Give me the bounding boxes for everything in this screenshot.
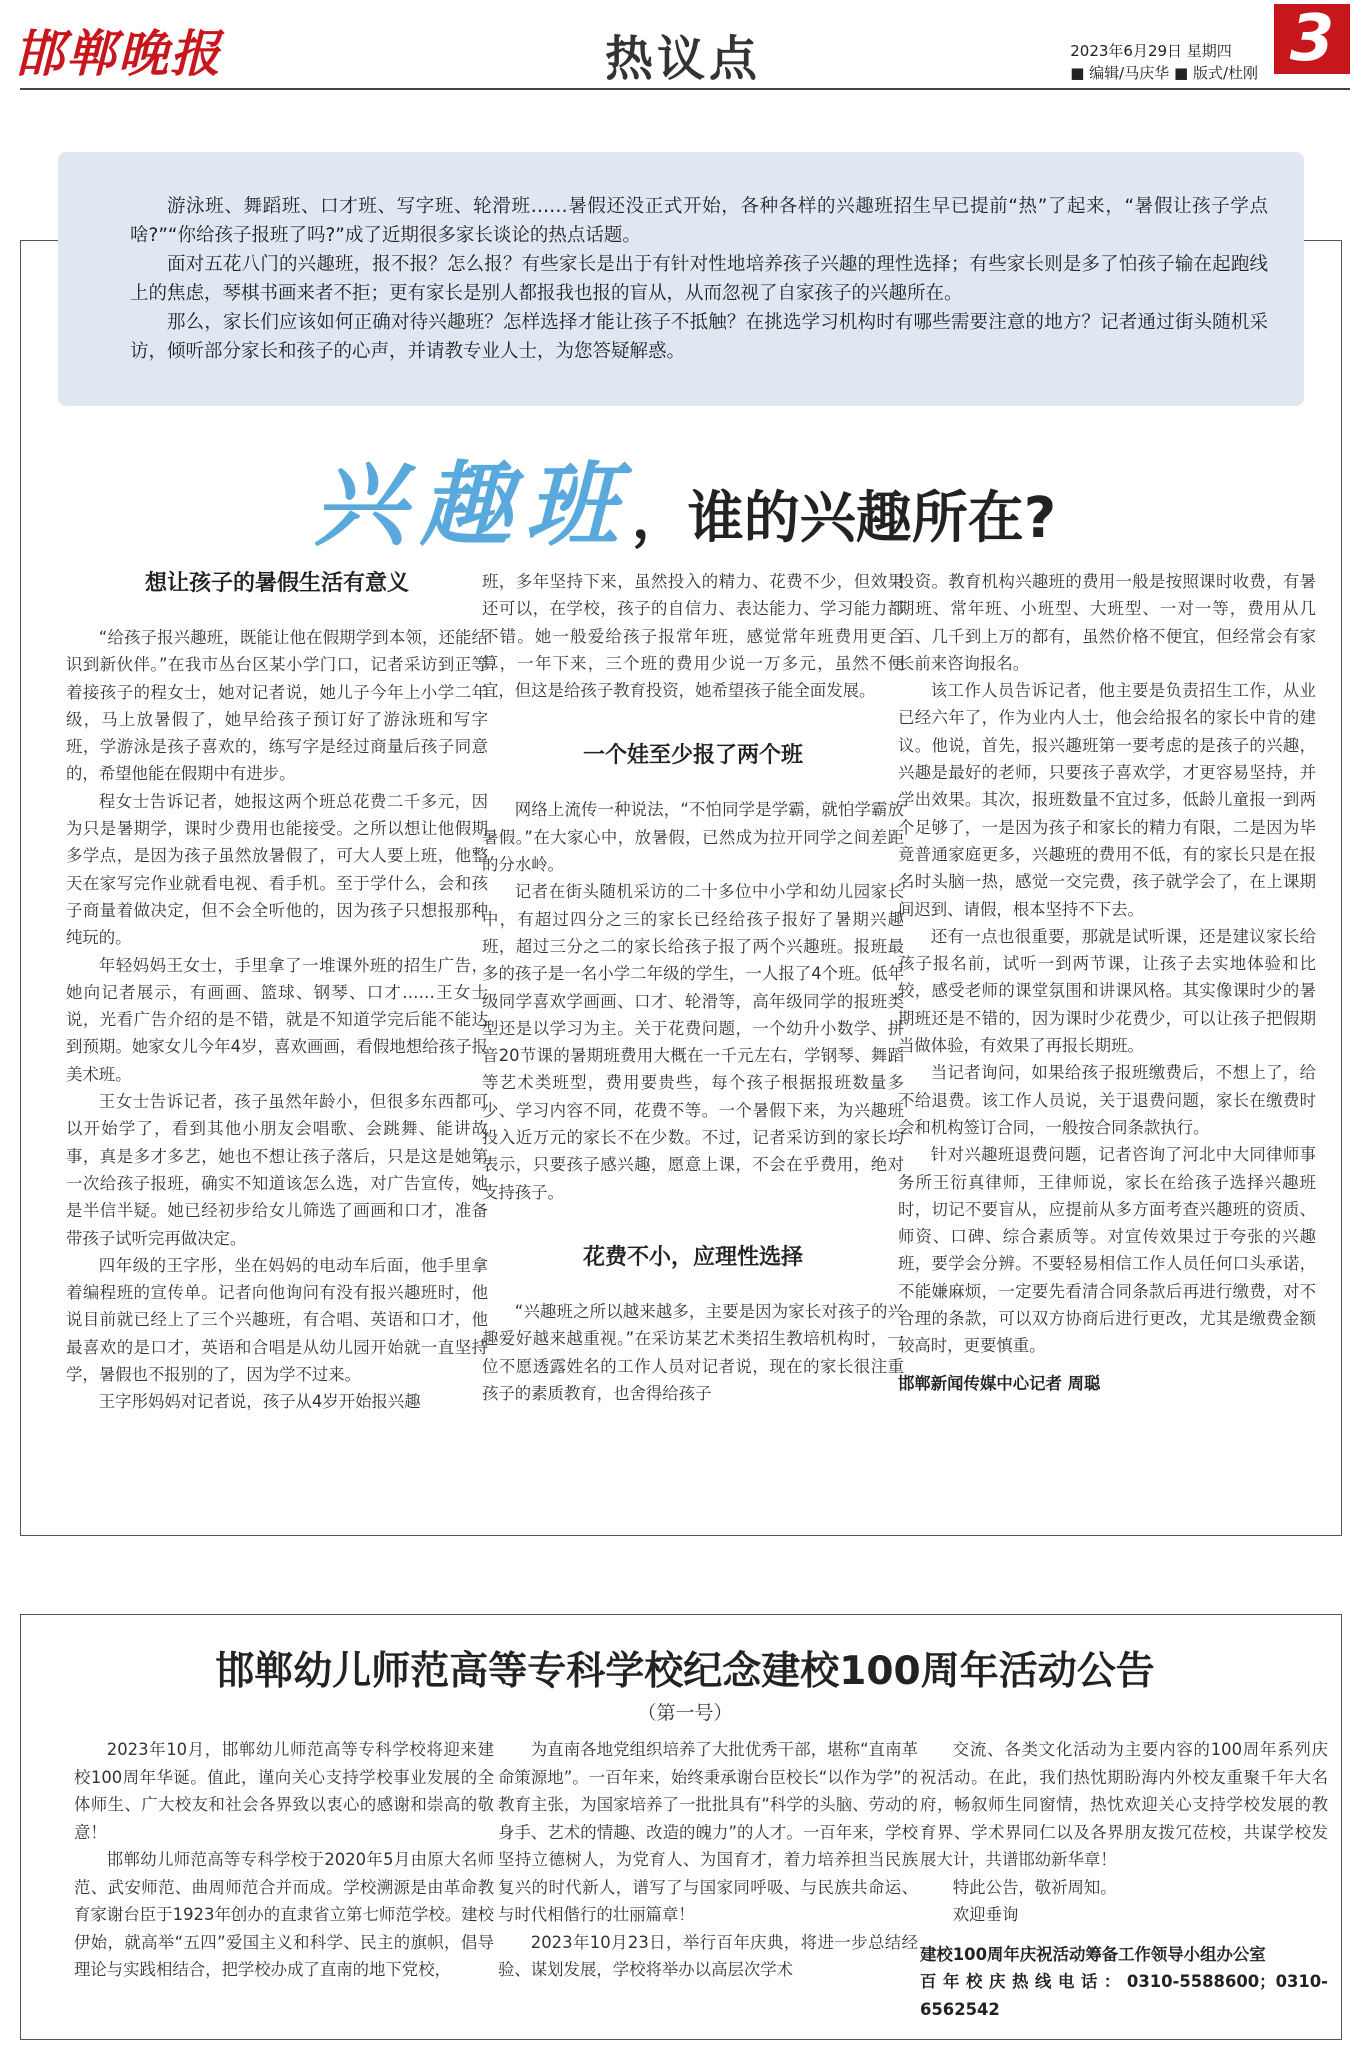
paragraph: 程女士告诉记者，她报这两个班总花费二千多元，因为只是暑期学，课时少费用也能接受。之所以想让他假期多学点，是因为孩子虽然放暑假了，可大人要上班，他整天在家写完作业就看电视、看手机。至于学什么，会和孩子商量着做决定，但不会全听他的，因为孩子只想报那种纯玩的。 bbox=[66, 791, 488, 948]
paragraph: 2023年10月23日，举行百年庆典，将进一步总结经验、谋划发展，学校将举办以高层次学术 bbox=[498, 1932, 918, 1979]
paragraph: “给孩子报兴趣班，既能让他在假期学到本领，还能结识到新伙伴。”在我市丛台区某小学门口，记者采访到正等着接孩子的程女士，她对记者说，她儿子今年上小学二年级，马上放暑假了，她早给孩子预订好了游泳班和写字班，学游泳是孩子喜欢的，练写字是经过商量后孩子同意的，希望他能在假期中有进步。 bbox=[66, 628, 488, 784]
issue-date: 2023年6月29日 星期四 bbox=[1070, 42, 1232, 60]
byline: 邯郸新闻传媒中心记者 周聪 bbox=[898, 1373, 1101, 1393]
paragraph: 邯郸幼儿师范高等专科学校于2020年5月由原大名师范、武安师范、曲周师范合并而成。学校溯源是由革命教育家谢台臣于1923年创办的直隶省立第七师范学校。建校伊始，就高举“五四”爱国主义和科学、民主的旗帜，倡导理论与实践相结合，把学校办成了直南的地下党校， bbox=[74, 1850, 494, 1979]
headline-keyword: 兴趣班 bbox=[313, 451, 632, 559]
paragraph: 网络上流传一种说法，“不怕同学是学霸，就怕学霸放暑假。”在大家心中，放暑假，已然成为拉开同学之间差距的分水岭。 bbox=[482, 800, 904, 875]
notice-subtitle: （第一号） bbox=[637, 1702, 733, 1724]
paragraph: 还有一点也很重要，那就是试听课，还是建议家长给孩子报名前，试听一到两节课，让孩子去实地体验和比较，感受老师的课堂氛围和讲课风格。其实像课时少的暑期班还是不错的，因为课时少花费少，可以让孩子把假期当做体验，有效果了再报长期班。 bbox=[898, 926, 1316, 1056]
paragraph: 为直南各地党组织培养了大批优秀干部，堪称“直南革命策源地”。一百年来，始终秉承谢台臣校长“以作为学”的教育主张，为国家培养了一批批具有“科学的头脑、劳动的身手、艺术的情趣、改造的魄力”的人才。一百年来，学校坚持立德树人，为党育人、为国育才，着力培养担当民族复兴的时代新人，谱写了与国家同呼吸、与民族共命运、与时代相偕行的壮丽篇章！ bbox=[498, 1740, 918, 1924]
notice-title: 邯郸幼儿师范高等专科学校纪念建校100周年活动公告 bbox=[215, 1649, 1155, 1694]
paragraph: 交流、各类文化活动为主要内容的100周年系列庆祝活动。在此，我们热忱期盼海内外校友重聚千年大名府，畅叙师生同窗情，热忱欢迎关心支持学校发展的教育界、学术界同仁以及各界朋友拨冗莅校，共谋学校发展大计，共谱邯幼新华章！ bbox=[920, 1740, 1328, 1869]
notice-column-2 bbox=[498, 1736, 918, 1984]
article-headline bbox=[0, 432, 1370, 559]
paragraph: 记者在街头随机采访的二十多位中小学和幼儿园家长中，有超过四分之三的家长已经给孩子报好了暑期兴趣班，超过三分之二的家长给孩子报了两个兴趣班。报班最多的孩子是一名小学二年级的学生，一人报了4个班。低年级同学喜欢学画画、口才、轮滑等，高年级同学的报班类型还是以学习为主。关于花费问题，一个幼升小数学、拼音20节课的暑期班费用大概在一千元左右，学钢琴、舞蹈等艺术类班型，费用要贵些，每个孩子根据报班数量多少、学习内容不同，花费不等。一个暑假下来，为兴趣班投入近万元的家长不在少数。不过，记者采访到的家长均表示，只要孩子感兴趣，愿意上课，不会在乎费用，绝对支持孩子。 bbox=[482, 882, 904, 1202]
article-column-1 bbox=[66, 568, 488, 1416]
paragraph: 当记者询问，如果给孩子报班缴费后，不想上了，给不给退费。该工作人员说，关于退费问题，家长在缴费时会和机构签订合同，一般按合同条款执行。 bbox=[898, 1063, 1316, 1137]
masthead-rule bbox=[20, 88, 1350, 90]
paragraph: 投资。教育机构兴趣班的费用一般是按照课时收费，有暑期班、常年班、小班型、大班型、一对一等，费用从几百、几千到上万的都有，虽然价格不便宜，但经常会有家长前来咨询报名。 bbox=[898, 572, 1316, 673]
headline-question: ，谁的兴趣所在? bbox=[631, 486, 1057, 551]
article-column-3 bbox=[898, 568, 1316, 1397]
paragraph: 2023年10月，邯郸幼儿师范高等专科学校将迎来建校100周年华诞。值此，谨向关心支持学校事业发展的全体师生、广大校友和社会各界致以衷心的感谢和崇高的敬意！ bbox=[74, 1740, 494, 1842]
subheading: 想让孩子的暑假生活有意义 bbox=[144, 570, 409, 596]
paragraph: 针对兴趣班退费问题，记者咨询了河北中大同律师事务所王衍真律师，王律师说，家长在给孩子选择兴趣班时，切记不要盲从，应提前从多方面考查兴趣班的资质、师资、口碑、综合素质等。对宣传效果过于夸张的兴趣班，要学会分辨。不要轻易相信工作人员任何口头承诺，不能嫌麻烦，一定要先看清合同条款后再进行缴费，对不合理的条款，可以双方协商后进行更改，尤其是缴费金额较高时，更要慎重。 bbox=[898, 1145, 1316, 1356]
notice-column-1 bbox=[74, 1736, 494, 1984]
notice-column-3 bbox=[920, 1736, 1328, 2023]
paragraph: 王字彤妈妈对记者说，孩子从4岁开始报兴趣 bbox=[98, 1392, 421, 1412]
intro-paragraph: 那么，家长们应该如何正确对待兴趣班？怎样选择才能让孩子不抵触？在挑选学习机构时有哪些需要注意的地方？记者通过街头随机采访，倾听部分家长和孩子的心声，并请教专业人士，为您答疑解惑。 bbox=[130, 312, 1268, 362]
paragraph: 王女士告诉记者，孩子虽然年龄小，但很多东西都可以开始学了，看到其他小朋友会唱歌、会跳舞、能讲故事，真是多才多艺，她也不想让孩子落后，只是这是她第一次给孩子报班，确实不知道该怎么选，对广告宣传，她是半信半疑。她已经初步给女儿筛选了画画和口才，准备带孩子试听完再做决定。 bbox=[66, 1092, 488, 1248]
office-name: 建校100周年庆祝活动筹备工作领导小组办公室 bbox=[920, 1944, 1266, 1964]
section-title: 热议点 bbox=[605, 31, 762, 87]
intro-paragraph: 游泳班、舞蹈班、口才班、写字班、轮滑班……暑假还没正式开始，各种各样的兴趣班招生早已提前“热”了起来，“暑假让孩子学点啥?”“你给孩子报班了吗?”成了近期很多家长谈论的热点话题。 bbox=[130, 196, 1268, 246]
subheading: 一个娃至少报了两个班 bbox=[582, 742, 803, 769]
paragraph: “兴趣班之所以越来越多，主要是因为家长对孩子的兴趣爱好越来越重视。”在采访某艺术类招生教培机构时，一位不愿透露姓名的工作人员对记者说，现在的家长很注重孩子的素质教育，也舍得给孩子 bbox=[482, 1301, 904, 1403]
paragraph: 四年级的王字彤，坐在妈妈的电动车后面，他手里拿着编程班的宣传单。记者向他询问有没有报兴趣班时，他说目前就已经上了三个兴趣班，有合唱、英语和口才，他最喜欢的是口才，英语和合唱是从幼儿园开始就一直坚持学，暑假也不报别的了，因为学不过来。 bbox=[66, 1255, 488, 1385]
paragraph: 年轻妈妈王女士，手里拿了一堆课外班的招生广告，她向记者展示，有画画、篮球、钢琴、口才……王女士说，光看广告介绍的是不错，就是不知道学完后能不能达到预期。她家女儿今年4岁，喜欢画画，看假地想给孩子报美术班。 bbox=[66, 955, 488, 1084]
intro-box bbox=[58, 152, 1304, 406]
intro-paragraph: 面对五花八门的兴趣班，报不报？怎么报？有些家长是出于有针对性地培养孩子兴趣的理性选择；有些家长则是多了怕孩子输在起跑线上的焦虑，琴棋书画来者不拒；更有家长是别人都报我也报的盲从，从而忽视了自家孩子的兴趣所在。 bbox=[130, 254, 1268, 304]
paragraph: 班，多年坚持下来，虽然投入的精力、花费不少，但效果还可以，在学校，孩子的自信力、表达能力、学习能力都不错。她一般爱给孩子报常年班，感觉常年班费用更合算，一年下来，三个班的费用少说一万多元，虽然不便宜，但这是给孩子教育投资，她希望孩子能全面发展。 bbox=[482, 572, 904, 701]
paragraph: 该工作人员告诉记者，他主要是负责招生工作，从业已经六年了，作为业内人士，他会给报名的家长中肯的建议。他说，首先，报兴趣班第一要考虑的是孩子的兴趣，兴趣是最好的老师，只要孩子喜欢学，才更容易坚持，并学出效果。其次，报班数量不宜过多，低龄儿童报一到两个足够了，一是因为孩子和家长的精力有限，二是因为毕竟普通家庭更多，兴趣班的费用不低，有的家长只是在报名时头脑一热，感觉一交完费，孩子就学会了，在上课期间迟到、请假，根本坚持不下去。 bbox=[898, 681, 1316, 919]
paper-logo: 邯郸晚报 bbox=[14, 24, 222, 83]
paragraph: 欢迎垂询 bbox=[952, 1905, 1019, 1924]
paragraph: 特此公告，敬祈周知。 bbox=[952, 1877, 1117, 1897]
article-column-2 bbox=[482, 568, 904, 1407]
masthead bbox=[0, 0, 1370, 90]
hotline: 百年校庆热线电话：0310-5588600；0310-6562542 bbox=[920, 1972, 1328, 2019]
dateline bbox=[1070, 40, 1258, 84]
editors-credit: ■ 编辑/马庆华 ■ 版式/杜刚 bbox=[1070, 64, 1258, 82]
page-number-badge: 3 bbox=[1274, 4, 1350, 74]
subheading: 花费不小，应理性选择 bbox=[582, 1243, 803, 1270]
